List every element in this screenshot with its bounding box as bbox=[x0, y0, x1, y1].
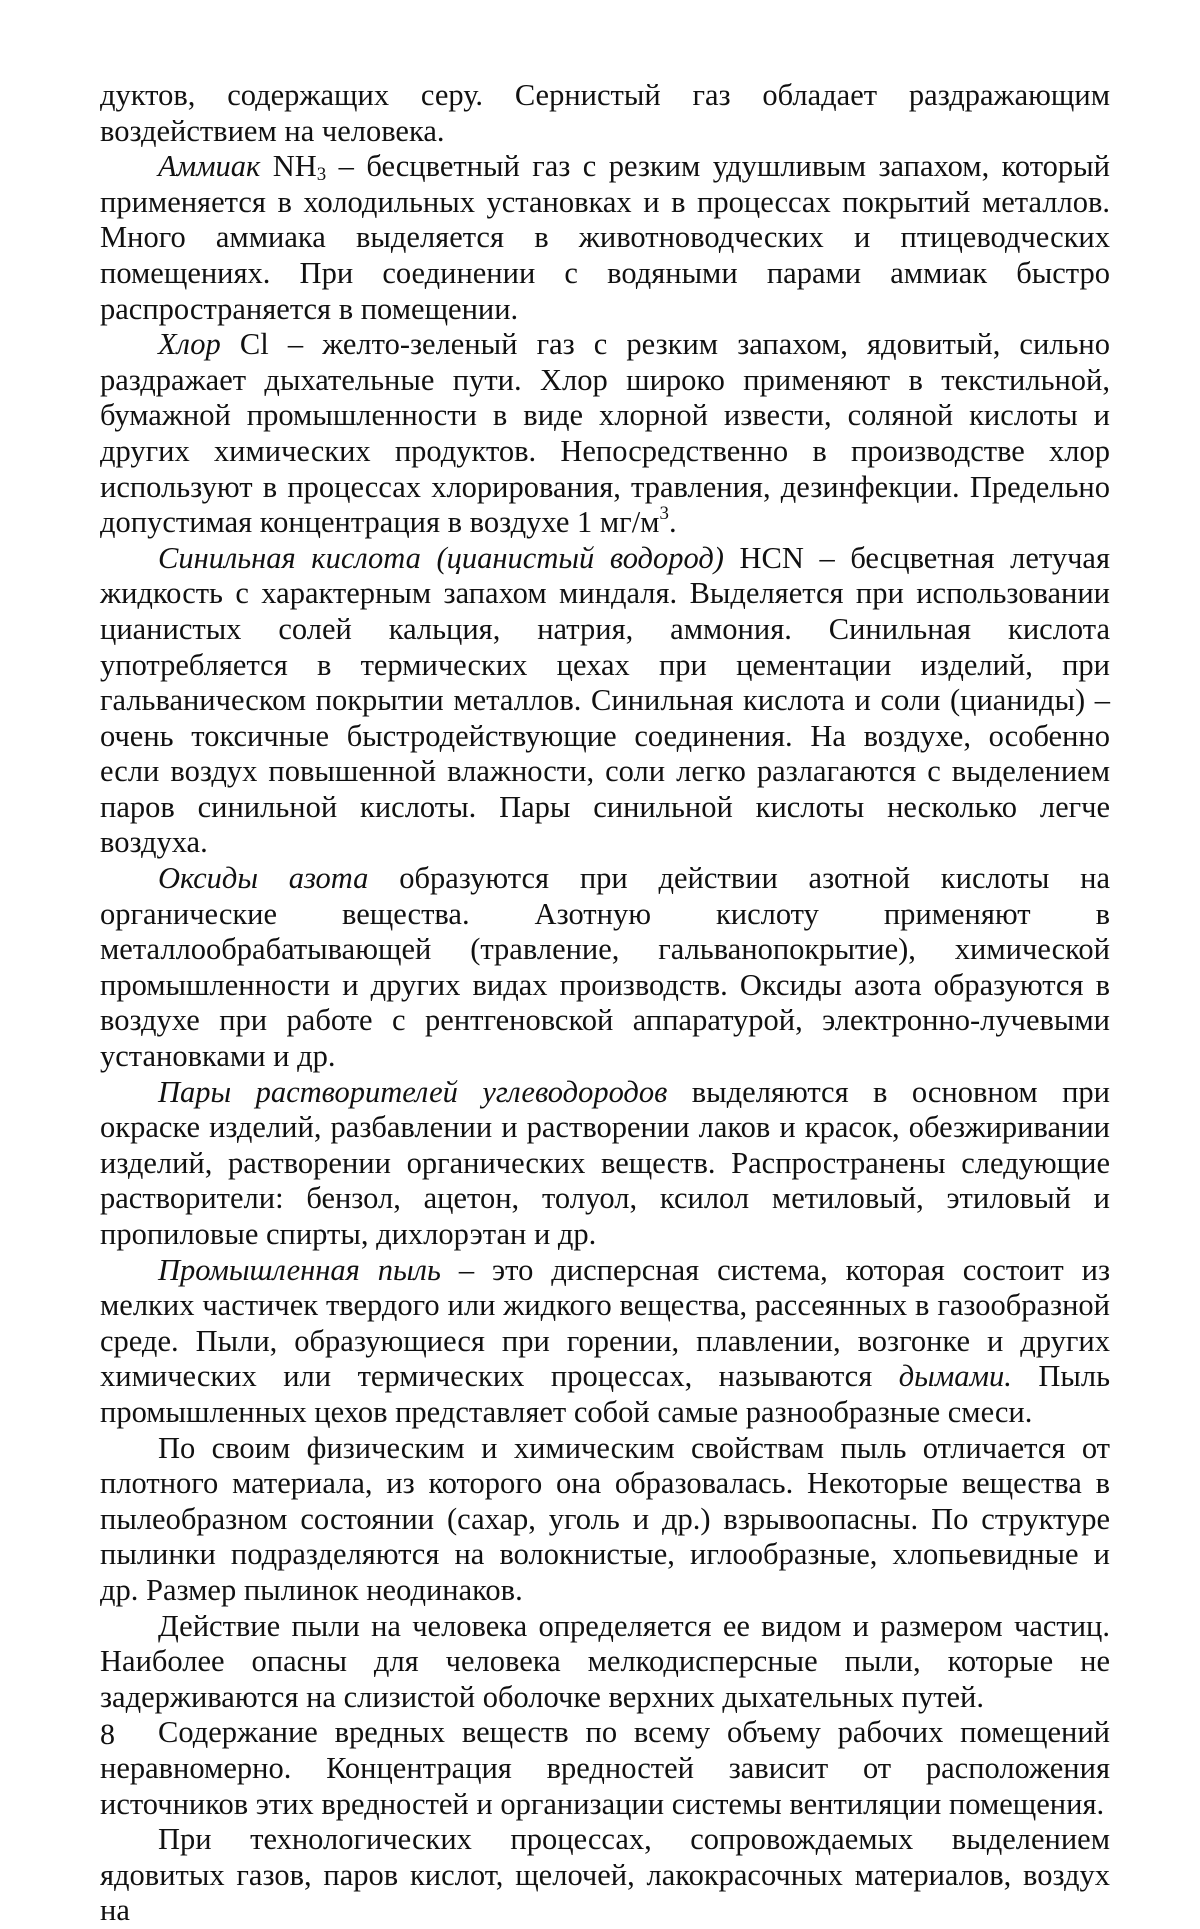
text-run: – это дисперсная система, которая состоит из мелких частичек твердого или жидкого вещества, рассеянных в газообразной среде. Пыли, образующиеся при горении, плавлении, возгонке и других химических или термических процессах, называются bbox=[100, 1252, 1110, 1394]
page-number: 8 bbox=[100, 1718, 115, 1751]
paragraph-p10 bbox=[100, 1822, 1110, 1929]
text-run: – бесцветный газ с резким удушливым запахом, который применяется в холодильных установках и в процессах покрытий металлов. Много аммиака выделяется в животноводческих и птицеводческих помещениях. При соединении с водяными парами аммиак быстро распространяется в помещении. bbox=[100, 149, 1110, 326]
paragraph-p5 bbox=[100, 1075, 1110, 1253]
paragraph-p7 bbox=[100, 1431, 1110, 1609]
text-run: Содержание вредных веществ по всему объему рабочих помещений неравномерно. Концентрация вредностей зависит от расположения источников этих вредностей и организации системы вентиляции помещения. bbox=[100, 1715, 1110, 1821]
text-run: выделяются в основном при окраске изделий, разбавлении и растворении лаков и красок, обезжиривании изделий, растворении органических веществ. Распространены следующие растворители: бензол, ацетон, толуол, ксилол метиловый, этиловый и пропиловые спирты, дихлорэтан и др. bbox=[100, 1074, 1110, 1251]
paragraph-p6 bbox=[100, 1253, 1110, 1431]
text-run: Cl – желто-зеленый газ с резким запахом, ядовитый, сильно раздражает дыхательные пути. Хлор широко применяют в текстильной, бумажной промышленности в виде хлорной извести, соляной кислоты и других химических продуктов. Непосредственно в производстве хлор используют в процессах хлорирования, травления, дезинфекции. Предельно допустимая концентрация в воздухе 1 мг/м bbox=[100, 327, 1110, 540]
term: Оксиды азота bbox=[158, 861, 369, 896]
paragraph-p0 bbox=[100, 78, 1110, 149]
term: дымами. bbox=[898, 1359, 1012, 1394]
text-run: По своим физическим и химическим свойствам пыль отличается от плотного материала, из которого она образовалась. Некоторые вещества в пылеобразном состоянии (сахар, уголь и др.) взрывоопасны. По структуре пылинки подразделяются на волокнистые, иглообразные, хлопьевидные и др. Размер пылинок неодинаков. bbox=[100, 1430, 1110, 1607]
paragraph-p4 bbox=[100, 861, 1110, 1075]
paragraph-p8 bbox=[100, 1609, 1110, 1716]
term: Пары растворителей углеводородов bbox=[158, 1074, 668, 1109]
text-run: NH bbox=[260, 149, 317, 184]
subscript: 3 bbox=[316, 163, 327, 185]
term: Аммиак bbox=[158, 149, 261, 184]
term: Промышленная пыль bbox=[158, 1252, 441, 1287]
paragraph-p2 bbox=[100, 327, 1110, 541]
term: Синильная кислота (цианистый водород) bbox=[158, 540, 724, 575]
text-run: При технологических процессах, сопровождаемых выделением ядовитых газов, паров кислот, щелочей, лакокрасочных материалов, воздух на bbox=[100, 1822, 1110, 1928]
superscript: 3 bbox=[659, 502, 669, 524]
term: Хлор bbox=[158, 327, 221, 362]
text-run: образуются при действии азотной кислоты на органические вещества. Азотную кислоту применяют в металлообрабатывающей (травление, гальванопокрытие), химической промышленности и других видах производств. Оксиды азота образуются в воздухе при работе с рентгеновской аппаратурой, электронно-лучевыми установками и др. bbox=[100, 861, 1110, 1074]
text-run: дуктов, содержащих серу. Сернистый газ обладает раздражающим воздействием на человека. bbox=[100, 78, 1110, 148]
text-run: Действие пыли на человека определяется ее видом и размером частиц. Наиболее опасны для человека мелкодисперсные пыли, которые не задерживаются на слизистой оболочке верхних дыхательных путей. bbox=[100, 1608, 1110, 1714]
paragraph-p1 bbox=[100, 149, 1110, 327]
text-run: HCN – бесцветная летучая жидкость с характерным запахом миндаля. Выделяется при использовании цианистых солей кальция, натрия, аммония. Синильная кислота употребляется в термических цехах при цементации изделий, при гальваническом покрытии металлов. Синильная кислота и соли (цианиды) – очень токсичные быстродействующие соединения. На воздухе, особенно если воздух повышенной влажности, соли легко разлагаются с выделением паров синильной кислоты. Пары синильной кислоты несколько легче воздуха. bbox=[100, 540, 1110, 860]
text-run: Пыль промышленных цехов представляет собой самые разнообразные смеси. bbox=[100, 1359, 1110, 1429]
text-run: . bbox=[668, 505, 677, 540]
paragraph-p9 bbox=[100, 1715, 1110, 1822]
body-text bbox=[100, 78, 1110, 1929]
paragraph-p3 bbox=[100, 541, 1110, 861]
